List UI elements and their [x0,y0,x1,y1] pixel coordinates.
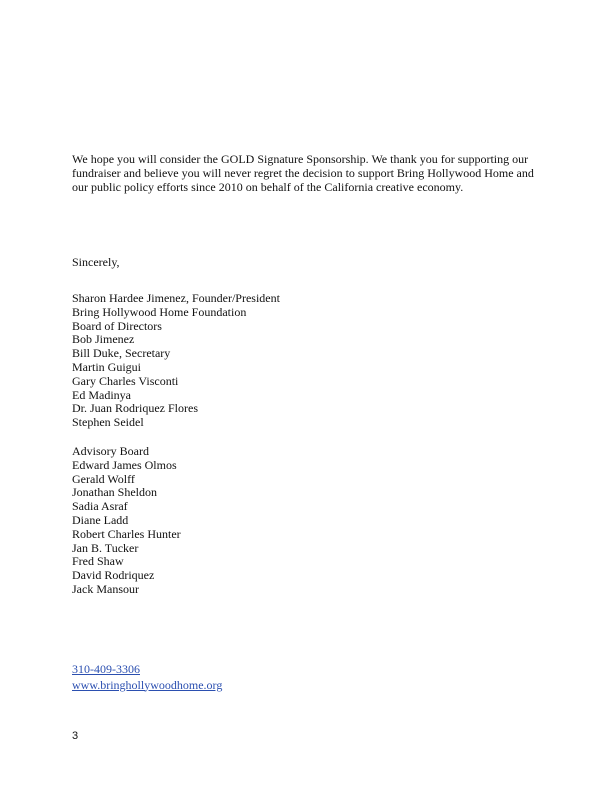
board-heading: Board of Directors [72,318,162,333]
paragraph-line: We hope you will consider the GOLD Signature Sponsorship. We thank you for supporting our [72,152,529,166]
board-member: Bill Duke, Secretary [72,346,171,361]
phone-link[interactable]: 310-409-3306 [72,662,140,676]
website-link[interactable]: www.bringhollywoodhome.org [72,677,223,692]
advisory-member: Edward James Olmos [72,457,177,472]
advisory-member: Sadia Asraf [72,499,128,514]
board-member: Gary Charles Visconti [72,373,179,388]
advisory-member: Jack Mansour [72,581,139,596]
page-number: 3 [72,730,79,742]
board-member: Martin Guigui [72,359,141,374]
advisory-member: David Rodriquez [72,568,155,583]
advisory-member: Robert Charles Hunter [72,526,181,541]
board-member: Dr. Juan Rodriquez Flores [72,401,198,416]
advisory-member: Gerald Wolff [72,471,135,486]
paragraph-line: fundraiser and believe you will never regret the decision to support Bring Hollywood Home and [72,165,534,180]
advisory-member: Diane Ladd [72,512,129,527]
advisory-heading: Advisory Board [72,444,149,458]
signature-line: Bring Hollywood Home Foundation [72,304,247,319]
advisory-member: Jan B. Tucker [72,540,139,555]
body-paragraph [72,153,552,194]
signature-line: Sharon Hardee Jimenez, Founder/President [72,291,280,305]
advisory-board [72,445,181,597]
board-member: Stephen Seidel [72,415,144,430]
advisory-member: Jonathan Sheldon [72,485,157,500]
advisory-member: Fred Shaw [72,554,124,569]
board-member: Bob Jimenez [72,332,135,347]
paragraph-line: our public policy efforts since 2010 on behalf of the California creative economy. [72,179,464,194]
board-member: Ed Madinya [72,387,131,402]
contact-links [72,662,222,693]
signature-block [72,292,280,430]
closing: Sincerely, [72,255,120,269]
